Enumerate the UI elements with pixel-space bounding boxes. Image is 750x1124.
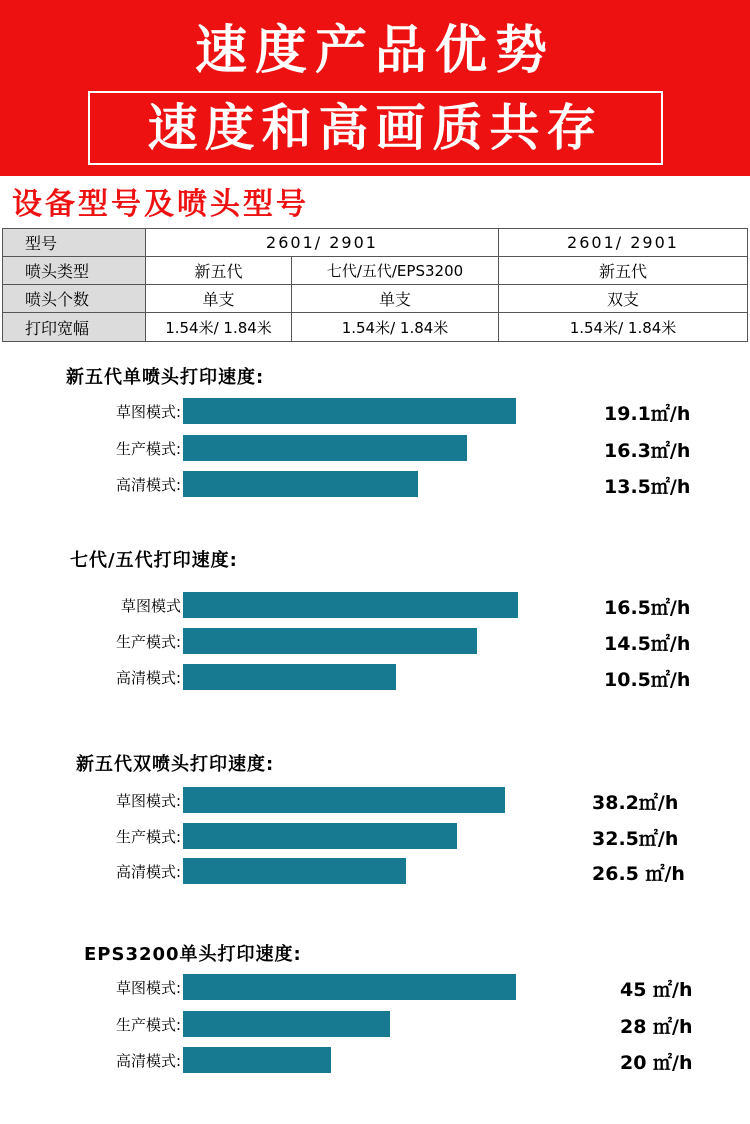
- width-2: 1.54米/ 1.84米: [291, 312, 499, 342]
- mode-label: 生产模式:: [115, 633, 181, 651]
- speed-value: 20 ㎡/h: [620, 1052, 693, 1074]
- speed-bar: [183, 1047, 331, 1073]
- speed-group-title: 新五代单喷头打印速度:: [66, 367, 265, 388]
- speed-value: 16.3㎡/h: [604, 440, 691, 462]
- speed-bar: [183, 858, 406, 884]
- speed-bar: [183, 471, 418, 497]
- speed-bar: [183, 823, 457, 849]
- speed-bar: [183, 398, 516, 424]
- speed-bar: [183, 628, 477, 654]
- speed-bar: [183, 592, 518, 618]
- speed-group-title: 七代/五代打印速度:: [70, 550, 238, 571]
- speed-group-title: 新五代双喷头打印速度:: [76, 754, 275, 775]
- speed-bar: [183, 1011, 390, 1037]
- speed-value: 45 ㎡/h: [620, 979, 693, 1001]
- speed-value: 14.5㎡/h: [604, 633, 691, 655]
- mode-label: 高清模式:: [115, 476, 181, 494]
- banner-subtitle: 速度和高画质共存: [147, 99, 604, 157]
- mode-label: 草图模式:: [115, 792, 181, 810]
- mode-label: 高清模式:: [115, 669, 181, 687]
- speed-value: 26.5 ㎡/h: [592, 863, 685, 885]
- head-count-1: 单支: [145, 284, 292, 313]
- head-type-3: 新五代: [498, 256, 748, 285]
- mode-label: 高清模式:: [115, 863, 181, 881]
- speed-value: 10.5㎡/h: [604, 669, 691, 691]
- row-label-model: 型号: [2, 228, 146, 257]
- spec-heading: 设备型号及喷头型号: [12, 187, 309, 222]
- banner: [0, 0, 750, 176]
- mode-label: 生产模式:: [115, 828, 181, 846]
- banner-title: 速度产品优势: [194, 21, 555, 81]
- head-type-2: 七代/五代/EPS3200: [291, 256, 499, 285]
- mode-label: 草图模式:: [115, 979, 181, 997]
- speed-value: 13.5㎡/h: [604, 476, 691, 498]
- speed-bar: [183, 435, 467, 461]
- banner-subtitle-box: [88, 91, 663, 165]
- speed-value: 28 ㎡/h: [620, 1016, 693, 1038]
- row-label-width: 打印宽幅: [2, 312, 146, 342]
- row-label-head-count: 喷头个数: [2, 284, 146, 313]
- model-left: 2601/ 2901: [145, 228, 499, 257]
- head-count-3: 双支: [498, 284, 748, 313]
- mode-label: 草图模式: [120, 597, 181, 615]
- mode-label: 草图模式:: [115, 403, 181, 421]
- speed-value: 38.2㎡/h: [592, 792, 679, 814]
- speed-value: 32.5㎡/h: [592, 828, 679, 850]
- mode-label: 生产模式:: [115, 1016, 181, 1034]
- row-label-head-type: 喷头类型: [2, 256, 146, 285]
- head-type-1: 新五代: [145, 256, 292, 285]
- model-right: 2601/ 2901: [498, 228, 748, 257]
- mode-label: 高清模式:: [115, 1052, 181, 1070]
- head-count-2: 单支: [291, 284, 499, 313]
- speed-bar: [183, 787, 505, 813]
- speed-value: 16.5㎡/h: [604, 597, 691, 619]
- spec-table: [2, 228, 748, 342]
- speed-value: 19.1㎡/h: [604, 403, 691, 425]
- mode-label: 生产模式:: [115, 440, 181, 458]
- width-3: 1.54米/ 1.84米: [498, 312, 748, 342]
- speed-bar: [183, 664, 396, 690]
- speed-group-title: EPS3200单头打印速度:: [84, 944, 302, 965]
- speed-bar: [183, 974, 516, 1000]
- width-1: 1.54米/ 1.84米: [145, 312, 292, 342]
